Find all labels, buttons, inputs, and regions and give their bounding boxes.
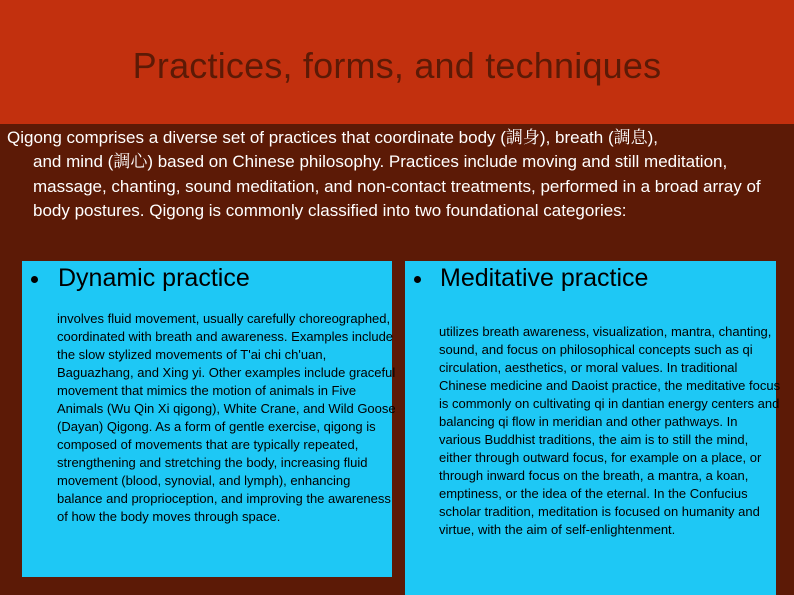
slide-title: Practices, forms, and techniques [132, 45, 662, 86]
intro-first-line: Qigong comprises a diverse set of practices that coordinate body (調身), breath (調息), [7, 128, 658, 147]
dynamic-practice-text: involves fluid movement, usually carefully choreographed, coordinated with breath and awareness. Examples include the slow stylized movements of T'ai chi ch'uan, Baguazhang, and Xing yi. Other examples include graceful movement that mimics the motion of animals in Five Animals (Wu Qin Xi qigong), White Crane, and Wild Goose (Dayan) Qigong. As a form of gentle exercise, qigong is composed of movements that are typically repeated, strengthening and stretching the body, increasing fluid movement (blood, synovial, and lymph), enhancing balance and proprioception, and improving the awareness of how the body moves through space. [57, 311, 396, 524]
dynamic-practice-heading: Dynamic practice [58, 264, 250, 292]
meditative-practice-heading: Meditative practice [440, 264, 649, 292]
bullet-icon [31, 276, 38, 283]
bullet-icon [414, 276, 421, 283]
meditative-practice-text: utilizes breath awareness, visualization, mantra, chanting, sound, and focus on philosophical concepts such as qi circulation, aesthetics, or moral values. In traditional Chinese medicine and Daoist practice, the meditative focus is commonly on cultivating qi in dantian energy centers and balancing qi flow in meridian and other pathways. In various Buddhist traditions, the aim is to still the mind, either through outward focus, for example on a place, or through inward focus on the breath, a mantra, a koan, emptiness, or the idea of the eternal. In the Confucius scholar tradition, meditation is focused on humanity and virtue, with the aim of self-enlightenment. [439, 324, 781, 537]
intro-rest: and mind (調心) based on Chinese philosophy. Practices include moving and still meditation, massage, chanting, sound meditation, and non-contact treatments, performed in a broad array of body postures. Qigong is commonly classified into two foundational categories: [33, 152, 761, 220]
intro-paragraph [7, 126, 791, 223]
